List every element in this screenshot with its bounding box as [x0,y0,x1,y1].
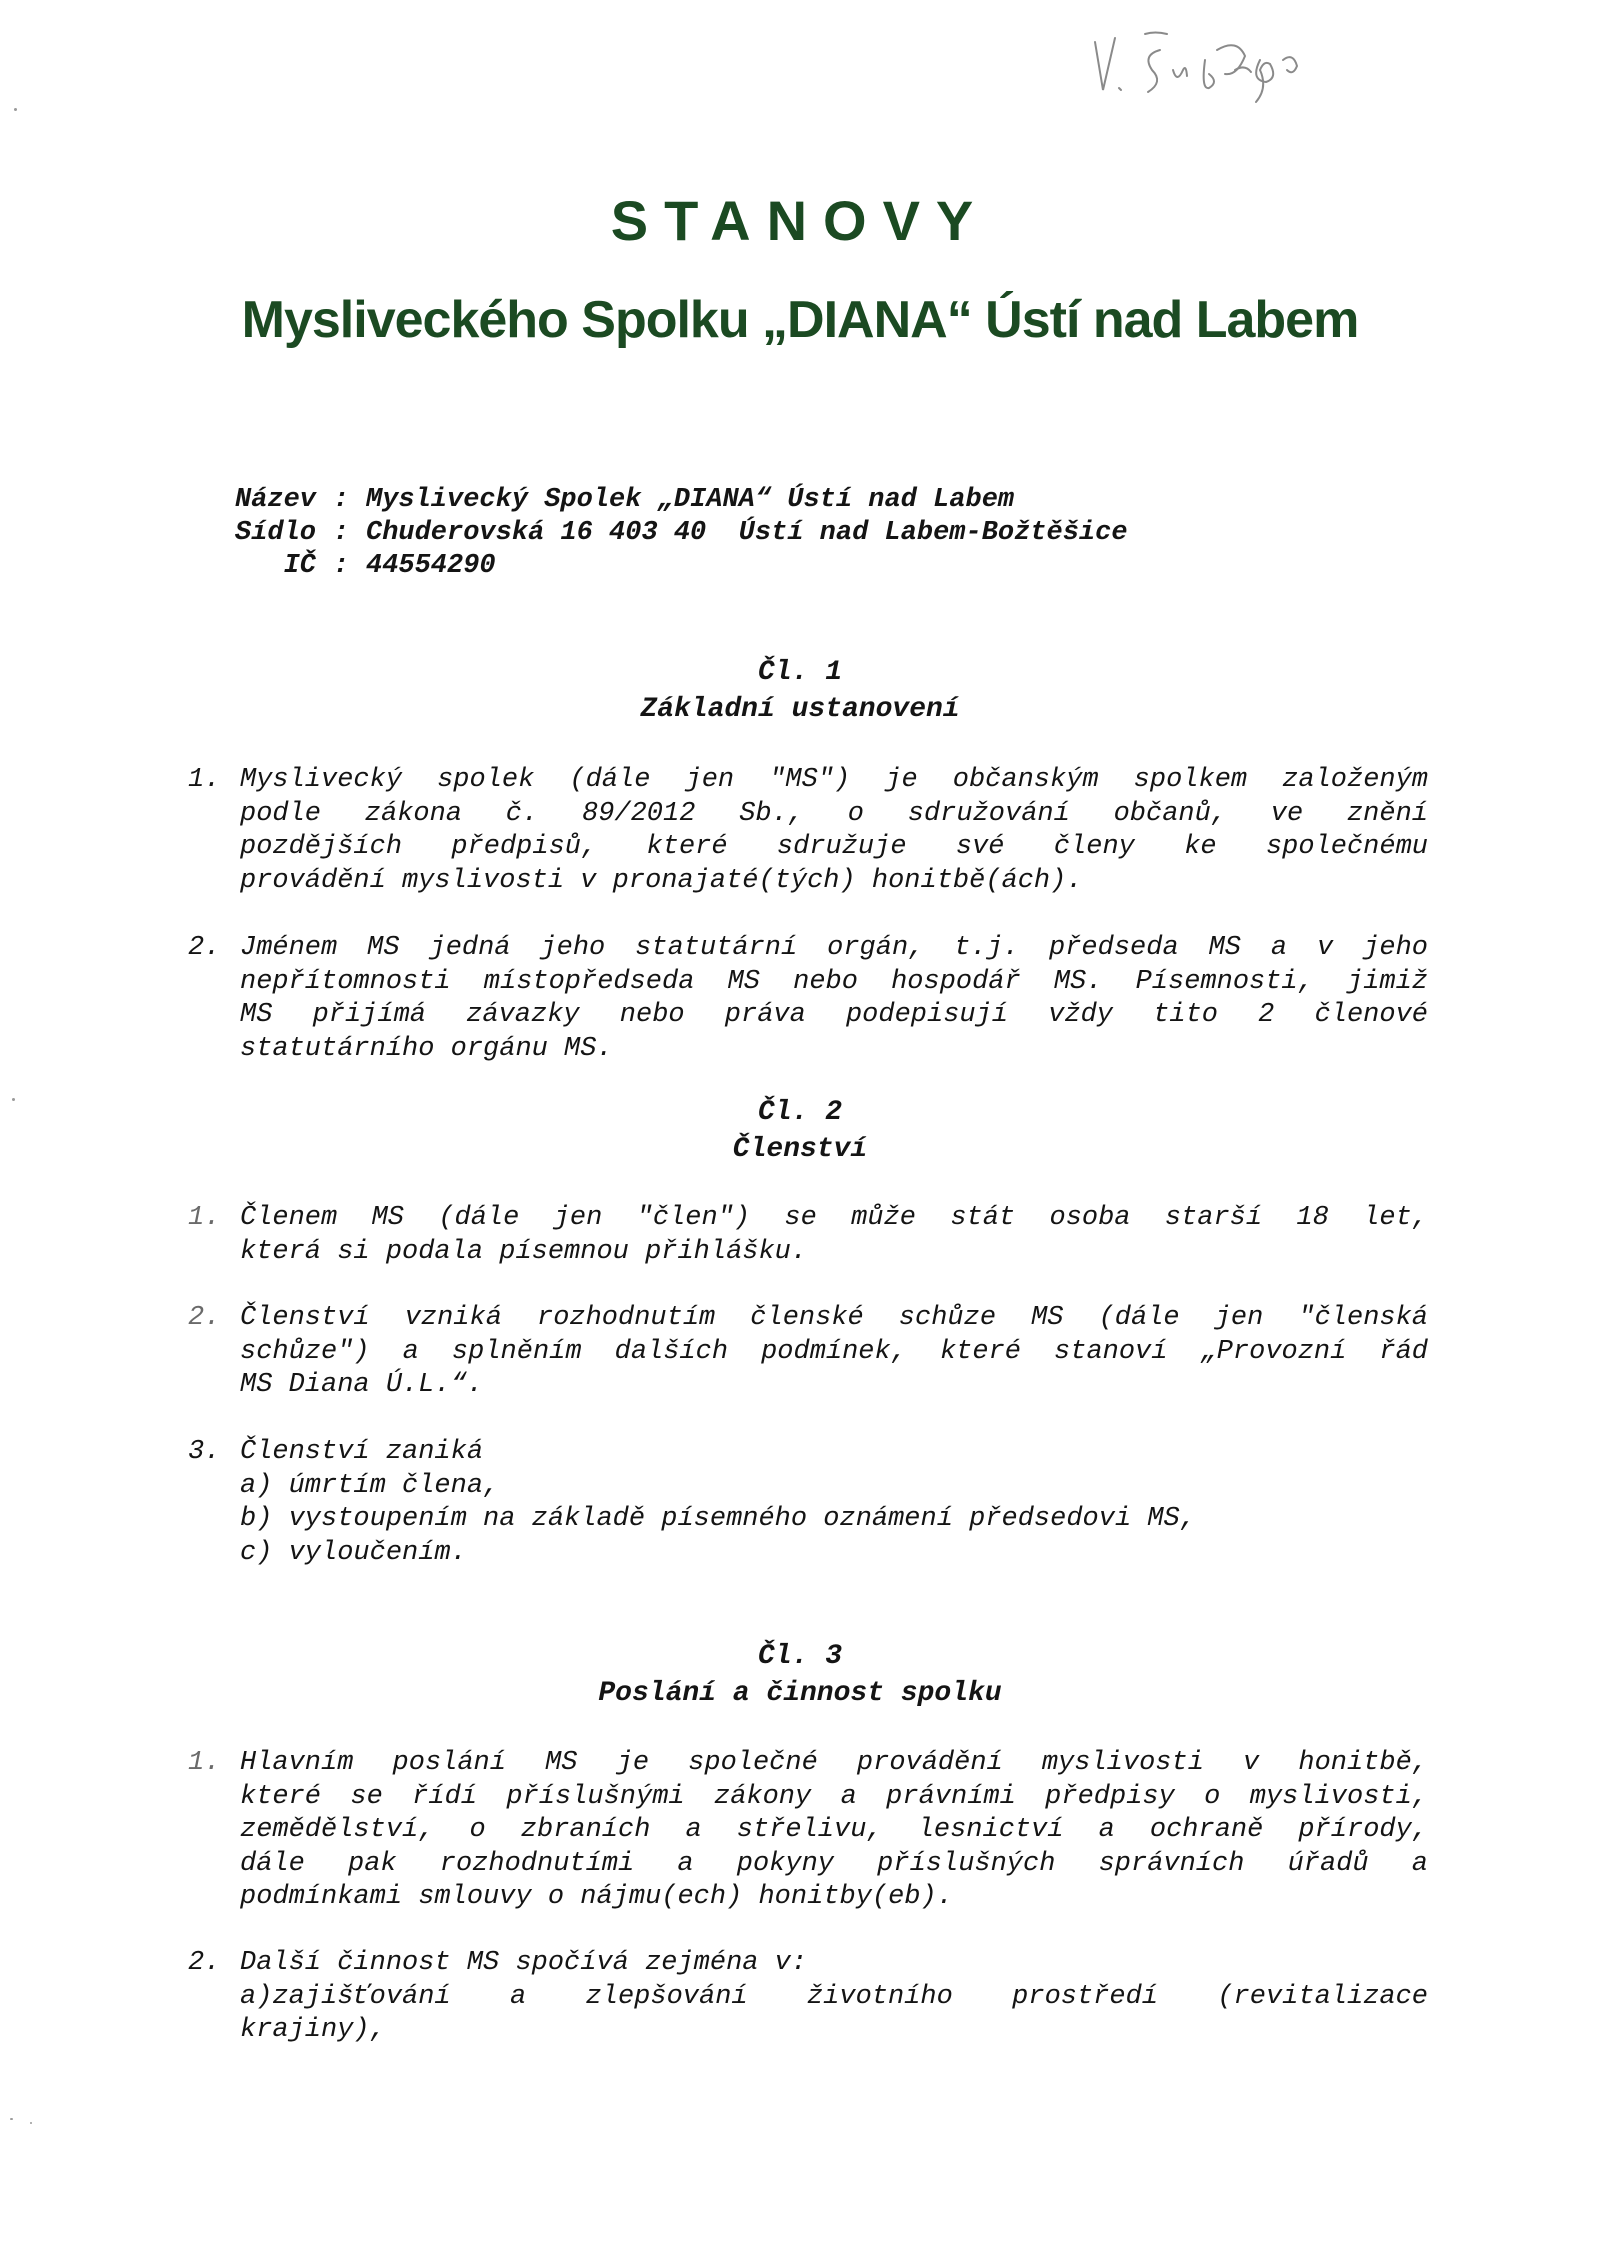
text-line: zemědělství, o zbraních a střelivu, lesnictví a ochraně přírody, [240,1815,1428,1845]
article-title: Členství [732,1134,868,1165]
text-line: podle zákona č. 89/2012 Sb., o sdružování občanů, ve znění [240,798,1428,829]
meta-row-name [180,484,1128,517]
text-line: které se řídí příslušnými zákony a právními předpisy o myslivosti, [240,1781,1428,1812]
document-subtitle: Mysliveckého Spolku „DIANA“ Ústí nad Labem [241,291,1359,349]
text-line: dále pak rozhodnutími a pokyny příslušných správních úřadů a [240,1848,1428,1879]
article-3-heading [0,1638,1600,1712]
paragraph-text [240,1202,1428,1269]
signature-drawing [1085,20,1385,110]
paragraph-number: 2. [188,1303,221,1333]
meta-row-seat [180,517,1128,550]
article-number: Čl. 1 [757,657,842,688]
document-title: STANOVY [610,189,990,252]
meta-row-id [180,550,1128,583]
text-line: Jménem MS jedná jeho statutární orgán, t.j. předseda MS a v jeho [240,933,1428,963]
article-number: Čl. 3 [757,1641,842,1672]
text-line: pozdějších předpisů, které sdružuje své členy ke společnému [240,832,1428,862]
meta-colon: : [332,485,350,515]
paragraph-text [240,1436,1428,1470]
article-3-paragraph-1 [188,1747,1428,1915]
meta-value: 44554290 [366,551,496,581]
paragraph-text [240,1947,1428,1981]
text-line: a)zajišťování a zlepšování životního prostředí (revitalizace [240,1981,1428,2012]
text-line: Členem MS (dále jen "člen") se může stát osoba starší 18 let, [240,1203,1428,1233]
paragraph-number: 2. [188,1948,221,1978]
meta-label: Název [234,485,316,515]
paragraph-number: 3. [188,1437,221,1467]
meta-colon: : [332,518,350,548]
article-1-paragraph-1 [188,764,1428,898]
meta-label: IČ [283,551,316,581]
paragraph-text [240,764,1428,898]
sub-item: b) vystoupením na základě písemného oznámení předsedovi MS, [240,1504,1196,1534]
article-1-heading [0,654,1600,728]
text-line: provádění myslivosti v pronajaté(tých) honitbě(ách). [240,865,1083,896]
scan-speck [10,2118,13,2120]
article-2-paragraph-2 [188,1302,1428,1403]
text-line: MS přijímá závazky nebo práva podepisují vždy tito 2 členové [240,1000,1428,1030]
text-line: Myslivecký spolek (dále jen "MS") je občanským spolkem založeným [240,765,1428,795]
article-3-paragraph-2 [188,1947,1428,2048]
sub-item: krajiny), [240,2015,386,2045]
sub-item: a) úmrtím člena, [240,1470,500,1501]
text-line: podmínkami smlouvy o nájmu(ech) honitby(eb). [240,1882,953,1912]
text-line: Další činnost MS spočívá zejména v: [240,1948,808,1978]
meta-value: Myslivecký Spolek „DIANA“ Ústí nad Labem [366,485,1015,515]
text-line: statutárního orgánu MS. [240,1033,613,1064]
article-2-paragraph-3 [188,1436,1428,1570]
paragraph-number: 1. [188,1203,221,1233]
scan-speck [30,2122,32,2124]
sub-item: c) vyloučením. [240,1537,467,1568]
article-1-paragraph-2 [188,932,1428,1066]
text-line: Členství vzniká rozhodnutím členské schůze MS (dále jen "členská [240,1303,1428,1333]
text-line: schůze") a splněním dalších podmínek, které stanoví „Provozní řád [240,1336,1428,1367]
text-line: která si podala písemnou přihlášku. [240,1236,808,1267]
text-line: nepřítomnosti místopředseda MS nebo hospodář MS. Písemnosti, jimiž [240,966,1428,997]
handwritten-signature [1085,20,1385,110]
text-line: Členství zaniká [240,1437,484,1467]
meta-value: Chuderovská 16 403 40 Ústí nad Labem-Božtěšice [366,518,1128,548]
article-2-paragraph-1 [188,1202,1428,1269]
paragraph-number: 2. [188,933,221,963]
article-title: Poslání a činnost spolku [598,1678,1002,1709]
text-line: MS Diana Ú.L.“. [240,1370,484,1400]
paragraph-text [240,1302,1428,1403]
text-line: Hlavním poslání MS je společné provádění myslivosti v honitbě, [240,1748,1428,1778]
article-number: Čl. 2 [757,1097,842,1128]
meta-colon: : [332,551,350,581]
scan-speck [12,1098,15,1101]
article-2-heading [0,1094,1600,1168]
scan-speck [14,108,17,111]
organization-details [180,484,1128,583]
meta-label: Sídlo [234,518,316,548]
sub-item [240,1981,1428,2015]
paragraph-number: 1. [188,1748,221,1778]
paragraph-text [240,1747,1428,1915]
article-title: Základní ustanovení [640,694,960,725]
paragraph-number: 1. [188,765,221,795]
paragraph-text [240,932,1428,1066]
